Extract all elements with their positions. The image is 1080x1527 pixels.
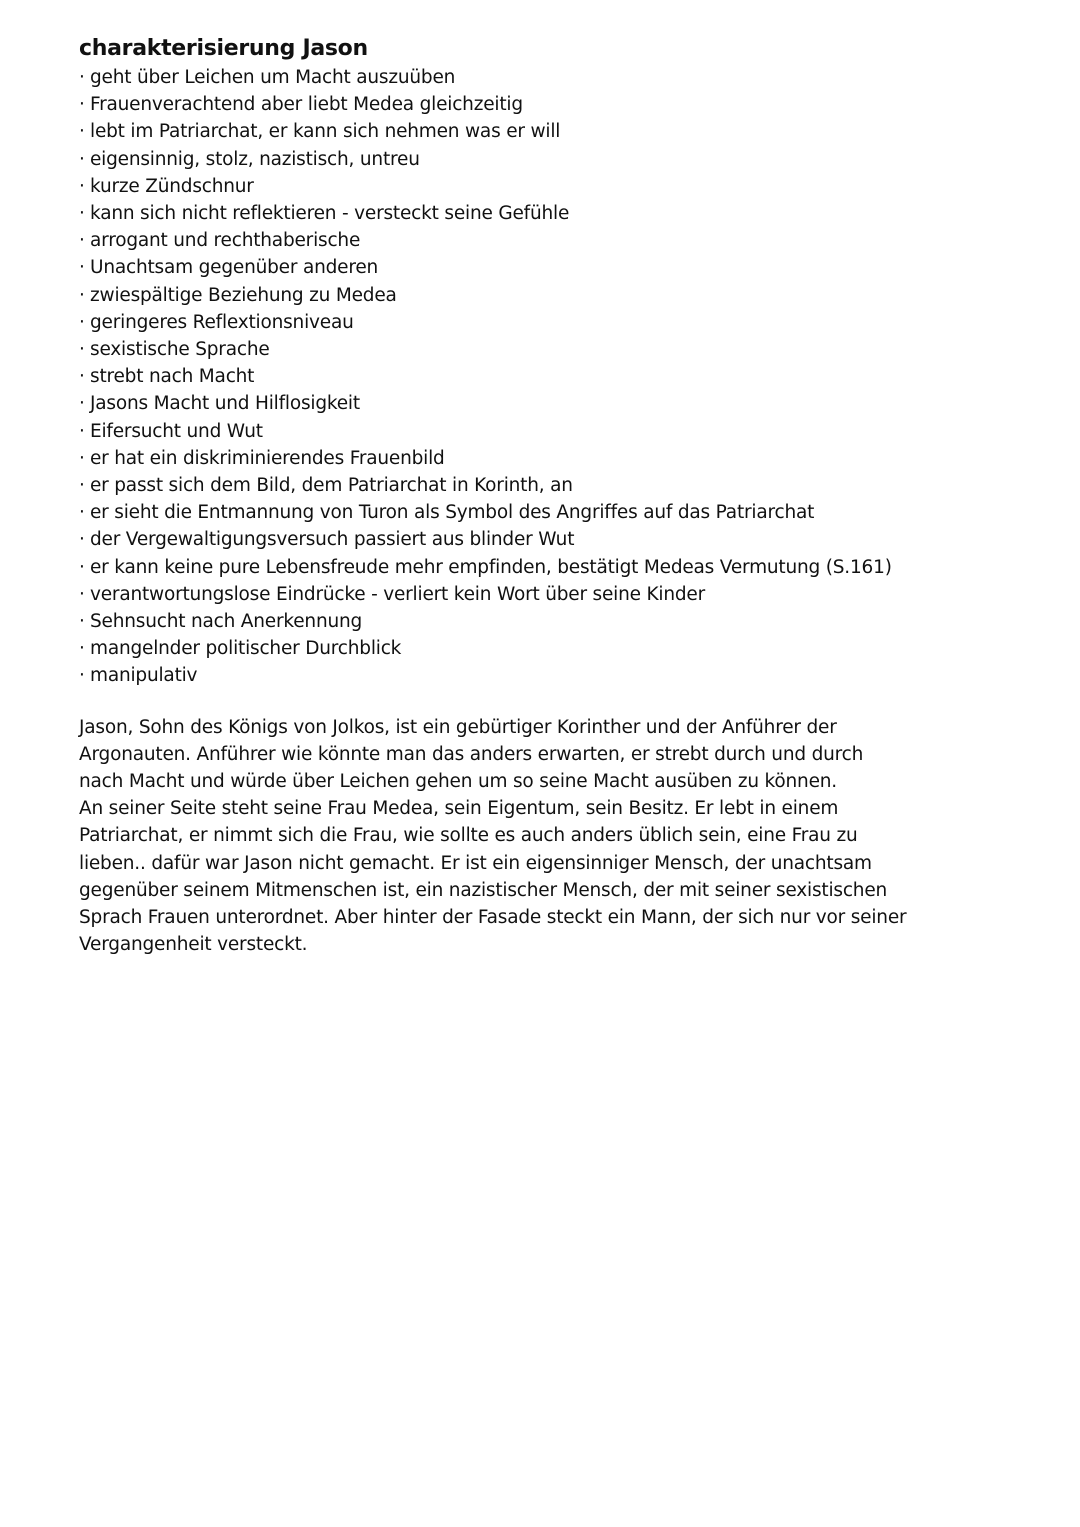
document-page — [79, 34, 1039, 977]
list-item-text: eigensinnig, stolz, nazistisch, untreu — [90, 148, 420, 170]
list-item — [79, 200, 1039, 227]
bullet-icon: · — [79, 447, 85, 469]
list-item-text: lebt im Patriarchat, er kann sich nehmen was er will — [90, 121, 561, 143]
list-item-text: Jasons Macht und Hilflosigkeit — [90, 393, 360, 415]
list-item — [79, 472, 1039, 499]
list-item-text: er kann keine pure Lebensfreude mehr empfinden, bestätigt Medeas Vermutung (S.161) — [90, 556, 892, 578]
paragraph-line: Vergangenheit versteckt. — [79, 934, 308, 956]
paragraph-line: Jason, Sohn des Königs von Jolkos, ist ein gebürtiger Korinther und der Anführer der — [79, 716, 837, 738]
list-item-text: Eifersucht und Wut — [90, 420, 263, 442]
trait-list — [79, 64, 1039, 690]
bullet-icon: · — [79, 284, 85, 306]
list-item-text: arrogant und rechthaberische — [90, 230, 361, 252]
list-item — [79, 363, 1039, 390]
bullet-icon: · — [79, 311, 85, 333]
bullet-icon: · — [79, 638, 85, 660]
paragraph-line: lieben.. dafür war Jason nicht gemacht. Er ist ein eigensinniger Mensch, der unachtsam — [79, 852, 872, 874]
paragraph-line: Argonauten. Anführer wie könnte man das anders erwarten, er strebt durch und durch — [79, 743, 864, 765]
list-item-text: Unachtsam gegenüber anderen — [90, 257, 379, 279]
bullet-icon: · — [79, 67, 85, 88]
list-item — [79, 445, 1039, 472]
list-item — [79, 499, 1039, 526]
list-item-text: Sehnsucht nach Anerkennung — [90, 611, 363, 633]
bullet-icon: · — [79, 420, 85, 442]
list-item — [79, 418, 1039, 445]
list-item-text: verantwortungslose Eindrücke - verliert kein Wort über seine Kinder — [90, 583, 706, 605]
bullet-icon: · — [79, 366, 85, 388]
list-item — [79, 227, 1039, 254]
list-item-text: er sieht die Entmannung von Turon als Symbol des Angriffes auf das Patriarchat — [90, 502, 815, 524]
bullet-icon: · — [79, 175, 85, 197]
bullet-icon: · — [79, 502, 85, 524]
list-item-text: Frauenverachtend aber liebt Medea gleichzeitig — [90, 94, 523, 116]
summary-paragraph — [79, 714, 1039, 959]
list-item — [79, 173, 1039, 200]
list-item-text: er passt sich dem Bild, dem Patriarchat in Korinth, an — [90, 475, 573, 497]
paragraph-line: An seiner Seite steht seine Frau Medea, sein Eigentum, sein Besitz. Er lebt in einem — [79, 798, 839, 820]
list-item-text: zwiespältige Beziehung zu Medea — [90, 284, 397, 306]
bullet-icon: · — [79, 148, 85, 170]
bullet-icon: · — [79, 475, 85, 497]
list-item — [79, 336, 1039, 363]
list-item — [79, 662, 1039, 689]
list-item-text: er hat ein diskriminierendes Frauenbild — [90, 447, 445, 469]
paragraph-line: Patriarchat, er nimmt sich die Frau, wie sollte es auch anders üblich sein, eine Frau zu — [79, 825, 858, 847]
list-item-text: kurze Zündschnur — [90, 175, 254, 197]
paragraph-line: gegenüber seinem Mitmenschen ist, ein nazistischer Mensch, der mit seiner sexistischen — [79, 879, 888, 901]
bullet-icon: · — [79, 230, 85, 252]
list-item-text: geht über Leichen um Macht auszuüben — [90, 67, 456, 88]
bullet-icon: · — [79, 611, 85, 633]
bullet-icon: · — [79, 393, 85, 415]
list-item — [79, 390, 1039, 417]
list-item — [79, 282, 1039, 309]
list-item-text: der Vergewaltigungsversuch passiert aus blinder Wut — [90, 529, 575, 551]
list-item-text: sexistische Sprache — [90, 339, 270, 361]
list-item — [79, 635, 1039, 662]
list-item — [79, 64, 1039, 91]
list-item — [79, 526, 1039, 553]
list-item — [79, 118, 1039, 145]
list-item-text: strebt nach Macht — [90, 366, 255, 388]
list-item — [79, 91, 1039, 118]
document-title: charakterisierung Jason — [79, 36, 368, 61]
bullet-icon: · — [79, 257, 85, 279]
bullet-icon: · — [79, 121, 85, 143]
bullet-icon: · — [79, 556, 85, 578]
bullet-icon: · — [79, 665, 85, 687]
list-item-text: mangelnder politischer Durchblick — [90, 638, 402, 660]
list-item — [79, 309, 1039, 336]
list-item-text: kann sich nicht reflektieren - versteckt seine Gefühle — [90, 203, 570, 225]
bullet-icon: · — [79, 529, 85, 551]
list-item — [79, 581, 1039, 608]
list-item — [79, 146, 1039, 173]
list-item-text: manipulativ — [90, 665, 198, 687]
bullet-icon: · — [79, 203, 85, 225]
paragraph-line: Sprach Frauen unterordnet. Aber hinter der Fasade steckt ein Mann, der sich nur vor seiner — [79, 907, 907, 929]
list-item — [79, 608, 1039, 635]
bullet-icon: · — [79, 94, 85, 116]
paragraph-line: nach Macht und würde über Leichen gehen um so seine Macht ausüben zu können. — [79, 771, 837, 793]
list-item-text: geringeres Reflextionsniveau — [90, 311, 354, 333]
list-item — [79, 254, 1039, 281]
bullet-icon: · — [79, 339, 85, 361]
list-item — [79, 554, 1039, 581]
bullet-icon: · — [79, 583, 85, 605]
